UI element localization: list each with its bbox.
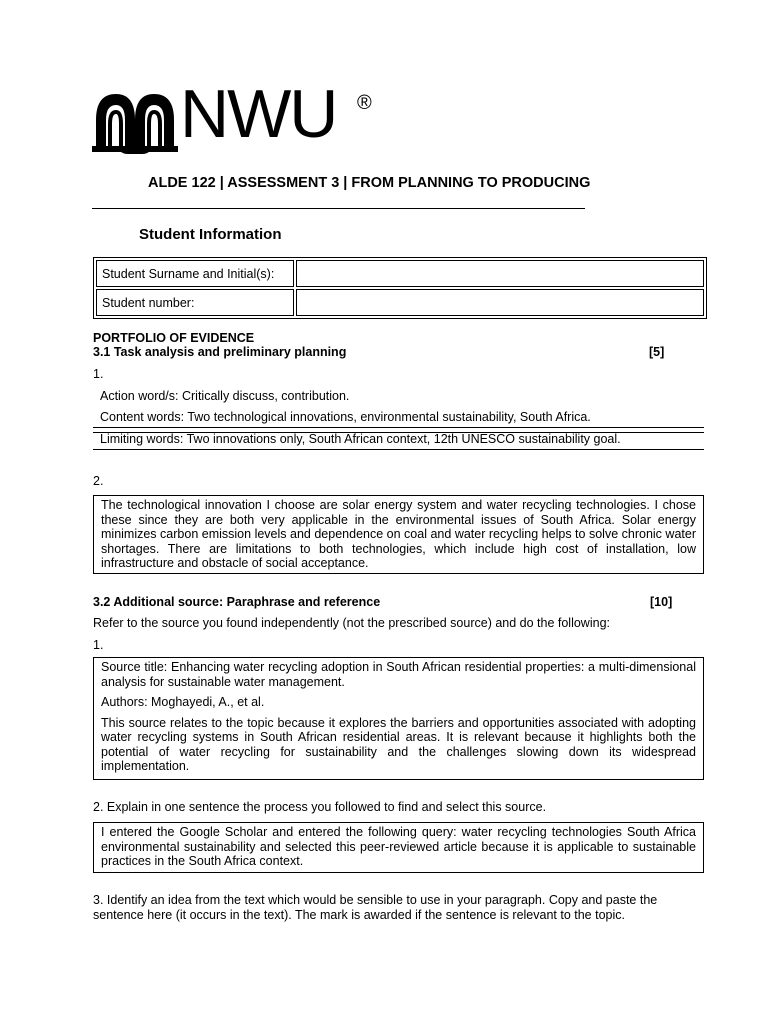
section-31-heading: 3.1 Task analysis and preliminary planning [93, 345, 347, 359]
logo-wordmark: NWU [180, 76, 337, 152]
question-number: 2. [93, 474, 104, 488]
section-32-marks: [10] [650, 595, 673, 609]
source-answer-box[interactable] [93, 657, 704, 780]
student-number-label: Student number: [96, 289, 294, 316]
table-row [96, 289, 704, 316]
student-info-table [93, 257, 707, 319]
document-title: ALDE 122 | ASSESSMENT 3 | FROM PLANNING TO PRODUCING [148, 175, 591, 191]
surname-field[interactable] [296, 260, 704, 287]
student-info-heading: Student Information [139, 226, 282, 243]
question-number: 1. [93, 367, 104, 381]
title-divider [92, 208, 585, 209]
answer-box[interactable] [93, 495, 704, 574]
answer-text: The technological innovation I choose are solar energy system and water recycling technologies. I chose these since they are both very applicable in the environmental issues of South Africa. Solar energy minimizes carbon emission levels and dependence on coal and water recycling helps to solve chronic water shortages. There are limitations to both technologies, which include high cost of installation, low infrastructure and obstacle of social acceptance. [101, 498, 696, 570]
student-number-field[interactable] [296, 289, 704, 316]
process-answer-text: I entered the Google Scholar and entered the following query: water recycling technologies South Africa environmental sustainability and selected this peer-reviewed article because it is applicable to sustainable practices in the South Africa context. [101, 825, 696, 868]
source-relevance: This source relates to the topic because it explores the barriers and opportunities associated with adopting water recycling systems in South African residential areas. It is relevant because it highlights both the potential of water recycling for sustainability and the challenges slowing down its widespread implementation. [101, 715, 696, 773]
source-title: Source title: Enhancing water recycling adoption in South African residential properties: a multi-dimensional analysis for sustainable water management. [101, 660, 696, 689]
surname-label: Student Surname and Initial(s): [96, 260, 294, 287]
source-authors: Authors: Moghayedi, A., et al. [101, 695, 265, 709]
content-words-line: Content words: Two technological innovations, environmental sustainability, South Africa. [93, 406, 704, 428]
question-2-prompt: 2. Explain in one sentence the process you followed to find and select this source. [93, 800, 547, 814]
section-32-heading: 3.2 Additional source: Paraphrase and reference [93, 595, 381, 609]
table-row [96, 260, 704, 287]
nwu-logo-icon [92, 86, 178, 156]
action-words-line: Action word/s: Critically discuss, contribution. [100, 389, 350, 403]
process-answer-box[interactable] [93, 822, 704, 873]
section-31-marks: [5] [649, 345, 665, 359]
limiting-words-line: Limiting words: Two innovations only, South African context, 12th UNESCO sustainability goal. [93, 428, 704, 450]
section-32-instruction: Refer to the source you found independently (not the prescribed source) and do the following: [93, 616, 610, 630]
question-number: 1. [93, 638, 104, 652]
portfolio-heading: PORTFOLIO OF EVIDENCE [93, 331, 255, 345]
question-3-prompt: 3. Identify an idea from the text which would be sensible to use in your paragraph. Copy and paste the sentence here (it occurs in the text). The mark is awarded if the sentence is relevant to the topic. [93, 893, 658, 922]
registered-mark: ® [357, 92, 372, 114]
